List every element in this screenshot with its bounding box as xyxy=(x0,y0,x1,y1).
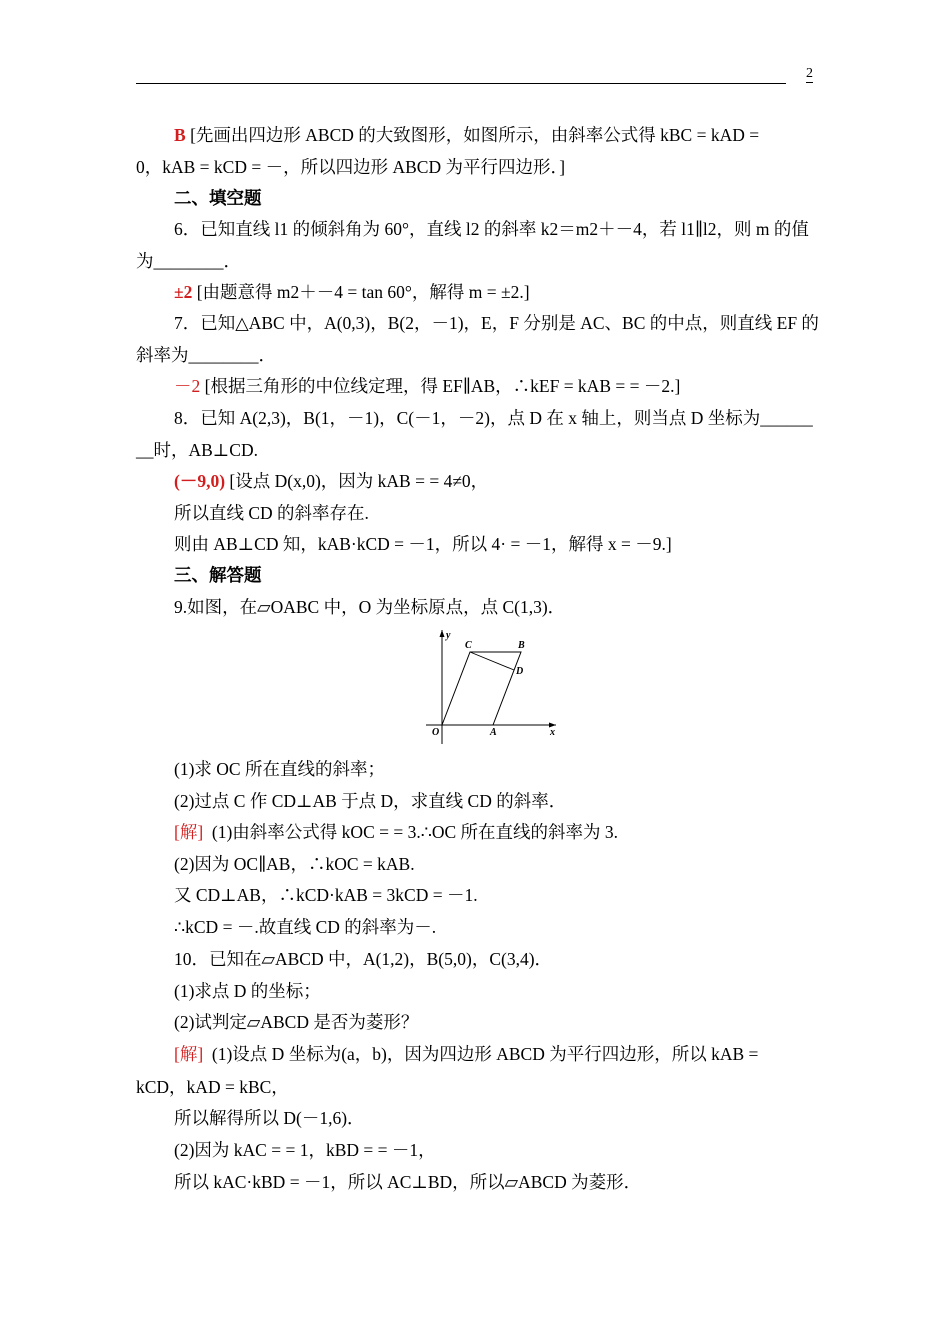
q10-question-line1: 10．已知在▱ABCD 中，A(1,2)，B(5,0)，C(3,4)． xyxy=(174,949,553,969)
q9-solution-text1: (1)由斜率公式得 kOC = = 3.∴OC 所在直线的斜率为 3. xyxy=(211,822,619,842)
q7-answer-value: －2 xyxy=(174,376,201,396)
q10-solution-line5: 所以 kAC·kBD = －1，所以 AC⊥BD，所以▱ABCD 为菱形． xyxy=(174,1172,642,1192)
q5-answer-letter: B xyxy=(174,125,186,145)
q8-answer-line3: 则由 AB⊥CD 知，kAB·kCD = －1，所以 4· = －1，解得 x = －9.] xyxy=(174,534,672,554)
q7-question-line1: 7．已知△ABC 中，A(0,3)，B(2，－1)，E，F 分别是 AC、BC 的中点，则直线 EF 的 xyxy=(174,313,819,333)
q8-answer-value: (－9,0) xyxy=(174,471,226,491)
q6-answer-value: ±2 xyxy=(174,282,193,302)
q10-part2: (2)试判定▱ABCD 是否为菱形？ xyxy=(174,1012,419,1032)
q10-solution-line1 xyxy=(174,1043,816,1065)
section-title-solutions: 三、解答题 xyxy=(174,565,262,585)
q6-question-line2: 为________． xyxy=(136,251,241,271)
label-c: C xyxy=(465,640,472,651)
q8-question-line2: __时，AB⊥CD. xyxy=(136,440,258,460)
q6-question-line1: 6．已知直线 l1 的倾斜角为 60°，直线 l2 的斜率 k2＝m2＋－4，若 l1∥l2，则 m 的值 xyxy=(174,219,809,239)
label-a: A xyxy=(490,727,497,738)
q10-part1: (1)求点 D 的坐标； xyxy=(174,981,321,1001)
q10-solution-line2: kCD，kAD = kBC， xyxy=(136,1077,289,1097)
parallelogram-oabc xyxy=(442,652,524,725)
q10-solution-line3: 所以解得所以 D(－1,6)． xyxy=(174,1108,365,1128)
q8-answer-line2: 所以直线 CD 的斜率存在. xyxy=(174,503,369,523)
q9-solution-line3: 又 CD⊥AB，∴kCD·kAB = 3kCD = －1. xyxy=(174,885,478,905)
label-y: y xyxy=(446,630,451,641)
q5-answer-text1: [先画出四边形 ABCD 的大致图形，如图所示，由斜率公式得 kBC = kAD = xyxy=(190,125,760,145)
q9-solution-tag: [解] xyxy=(174,822,204,842)
q5-answer-line1 xyxy=(174,124,816,146)
q9-part2: (2)过点 C 作 CD⊥AB 于点 D，求直线 CD 的斜率． xyxy=(174,791,567,811)
label-b: B xyxy=(518,640,525,651)
q8-answer xyxy=(174,470,816,492)
q5-answer-line2: 0，kAB = kCD = －，所以四边形 ABCD 为平行四边形．] xyxy=(136,157,566,177)
q6-answer xyxy=(174,281,816,303)
q8-question-line1: 8．已知 A(2,3)，B(1，－1)，C(－1，－2)，点 D 在 x 轴上，则当点 D 坐标为______ xyxy=(174,408,813,428)
label-d: D xyxy=(516,666,524,677)
page-number: 2 xyxy=(806,66,813,81)
q7-answer-text: [根据三角形的中位线定理，得 EF∥AB，∴kEF = kAB = = －2.] xyxy=(204,376,681,396)
y-axis-arrow xyxy=(440,630,445,637)
q9-question-line1: 9.如图，在▱OABC 中，O 为坐标原点，点 C(1,3)． xyxy=(174,597,566,617)
q9-solution-line4: ∴kCD = －.故直线 CD 的斜率为－. xyxy=(174,917,437,937)
q6-answer-text: [由题意得 m2＋－4 = tan 60°，解得 m = ±2.] xyxy=(196,282,530,302)
parallelogram-figure xyxy=(420,628,565,746)
q8-answer-text: [设点 D(x,0)，因为 kAB = = 4≠0， xyxy=(229,471,489,491)
label-o: O xyxy=(432,727,440,738)
section-title-fill-in: 二、填空题 xyxy=(174,188,262,208)
q10-solution-line4: (2)因为 kAC = = 1，kBD = = －1， xyxy=(174,1140,436,1160)
q7-answer xyxy=(174,375,816,397)
q10-solution-text1: (1)设点 D 坐标为(a，b)，因为四边形 ABCD 为平行四边形，所以 kAB = xyxy=(211,1044,759,1064)
segment-cd xyxy=(470,652,514,670)
q7-question-line2: 斜率为________． xyxy=(136,345,276,365)
q10-solution-tag: [解] xyxy=(174,1044,204,1064)
q9-solution-line1 xyxy=(174,821,816,843)
q9-solution-line2: (2)因为 OC∥AB，∴kOC = kAB. xyxy=(174,854,415,874)
label-x: x xyxy=(550,727,555,738)
header-rule xyxy=(136,83,786,84)
q9-part1: (1)求 OC 所在直线的斜率； xyxy=(174,759,385,779)
